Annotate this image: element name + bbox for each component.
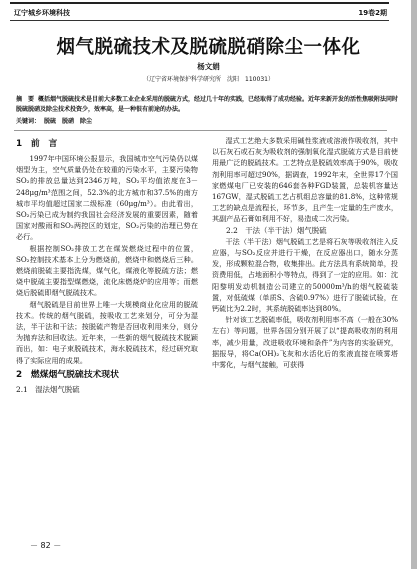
abstract-text: 概括烟气脱硫技术是目前大多数工业企业采用的脱硫方式，经过几十年的实践，已经取得了成功经验。近年来新开发的活性焦吸附法同时脱硫脱硝及除尘技术投资少，效率高，是一种很有前途的办法。 [16, 96, 399, 113]
article-title: 烟气脱硫技术及脱硫脱硝除尘一体化 [56, 37, 361, 58]
section-heading-status: 2 燃煤烟气脱硫技术现状 [16, 369, 119, 380]
subsection-heading-dry: 2.2 干法（半干法）烟气脱硫 [226, 225, 327, 235]
abstract [16, 95, 402, 114]
paragraph: 烟气脱硫是目前世界上唯一大规模商业化应用的脱硫技术。传统的烟气脱硫，按吸收工艺来划分，可分为湿法，半干法和干法；按脱硫产物是否回收利用来分，则分为抛弃法和回收法。近年来，一些新的烟气脱硫技术脱颖而出，如：电子束脱硫技术，海水脱硫技术，经过研究取得了实际应用的成果。 [16, 299, 198, 365]
header-top-rule [10, 2, 389, 4]
article-author: 杨文娟 [197, 62, 220, 71]
section-heading-intro: 1 前 言 [16, 139, 58, 149]
abstract-rule [14, 130, 387, 131]
keywords-label: 关键词： [16, 118, 41, 125]
paragraph: 根据控制SO₂排放工艺在煤炭燃烧过程中的位置，SO₂控制技术基本上分为燃烧前，燃烧中和燃烧后三种。燃烧前脱硫主要指洗煤，煤气化，煤液化等脱硫方法；燃烧中脱硫主要指型煤燃烧，流化床燃烧炉的应用等；而燃烧后脱硫即烟气脱硫技术。 [16, 243, 198, 298]
keywords-text: 脱硫 脱硝 除尘 [44, 118, 93, 125]
running-header [14, 8, 387, 20]
paragraph: 1997年中国环境公报显示，我国城市空气污染仍以煤烟型为主，空气质量仍处在较重的污染水平，主要污染物SO₂的排放总量达到2346万吨，SO₂平均值浓度在3－248μg/m³范围之间，52.3%的北方城市和37.5%的南方城市平均值超过国家二级标准（60μg/m³）。由此看出，SO₂污染已成为制约我国社会经济发展的重要因素，随着国家对酸雨和SO₂两控区的划定，SO₂污染的治理已势在必行。 [16, 154, 198, 242]
left-column [16, 135, 198, 397]
subsection-heading-wet: 2.1 湿法烟气脱硫 [16, 384, 80, 394]
paragraph: 针对该工艺脱硫率低，吸收剂利用率不高（一般在30%左右）等问题，世界各国分别开展了以“提高吸收剂的利用率，减少用量，改进吸收环境和条件”为内容的实验研究，据报导，将Ca(OH)₂飞灰和水活化后的浆液直接在喷雾塔中雾化，与烟气接触，可获得 [212, 315, 398, 370]
author-affiliation: （辽宁省环境保护科学研究所 沈阳 110031） [143, 76, 274, 83]
issue-number: 19卷2期 [358, 9, 387, 17]
scan-edge [411, 0, 417, 569]
right-column [212, 135, 398, 370]
abstract-label: 摘 要 [16, 96, 35, 103]
paragraph: 湿式工艺绝大多数采用碱性浆液或溶液作吸收剂，其中以石灰石或石灰为吸收剂的强制氧化湿式脱硫方式是目前使用最广泛的脱硫技术。工艺特点是脱硫效率高于90%，吸收剂利用率可超过90%，据调查，1992年末，全世界17个国家燃煤电厂已安装的646套各种FGD装置，总装机容量达167GW，湿式脱硫工艺占机组总容量的81.8%，这种常规工艺的缺点是流程长，环节多，且产生一定量的生产废水，其副产品石膏如利用不好，易造成二次污染。 [212, 136, 399, 224]
paragraph: 干法（半干法）烟气脱硫工艺是将石灰等吸收剂注入反应器，与SO₂反应并进行干燥，在反应器出口，随水分蒸发，形成颗粒混合物，收集排出。此方法具有系统简单，投资费用低，占地面积小等特点，得到了一定的应用。如：沈阳黎明发动机制造公司建立的50000m³/h的烟气脱硫装置，对低硫煤（单质S、含硫0.97%）进行了脱硫试验，在钙硫比为2.2时，其系统脱硫率达到80%。 [212, 236, 398, 314]
page-number: － 82 － [30, 541, 62, 550]
header-rule [10, 20, 389, 21]
keywords [16, 116, 402, 125]
journal-name: 辽宁城乡环境科技 [14, 9, 70, 17]
